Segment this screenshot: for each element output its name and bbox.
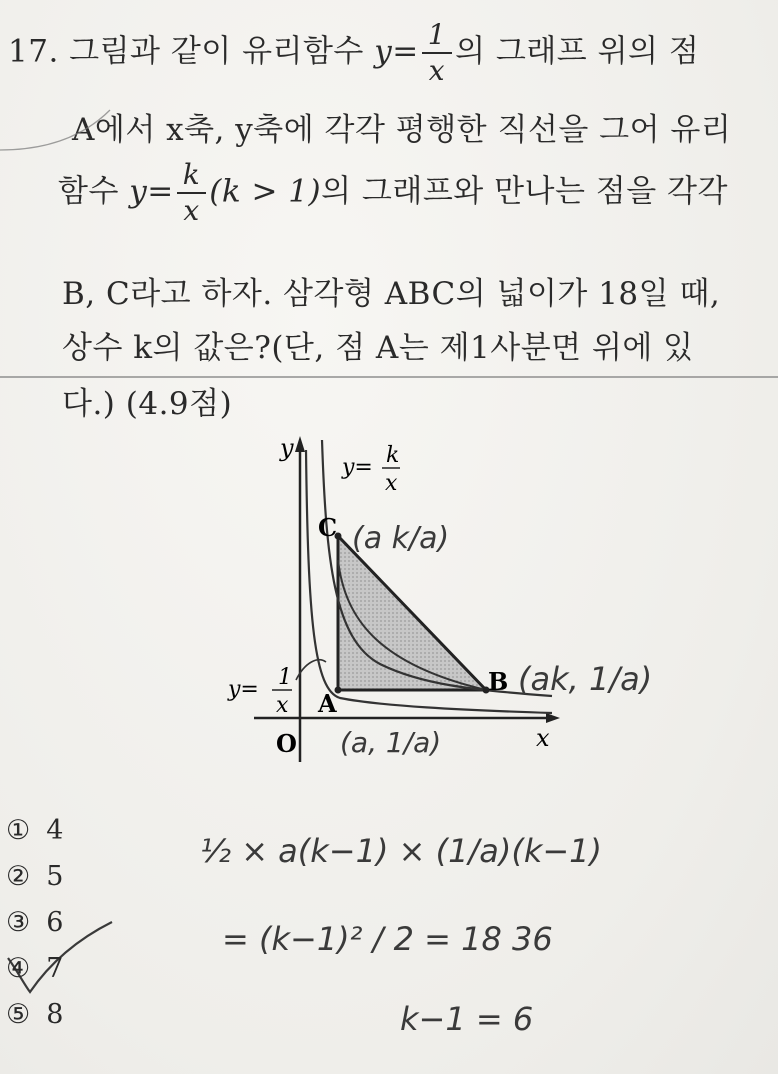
choice-value: 6 [46,907,64,938]
choice-1[interactable] [6,808,63,854]
choice-2[interactable] [6,854,63,900]
y-axis-arrow-icon [295,436,305,452]
variable-y: y [374,33,393,70]
question-text: 의 그래프 위의 점 [455,33,700,70]
choice-number: ③ [6,907,31,938]
question-line-2: A에서 x축, y축에 각각 평행한 직선을 그어 유리 [72,112,732,148]
question-text: 17. 그림과 같이 유리함수 [8,33,364,70]
condition-k: (k > 1) [209,173,322,210]
curve-k-denominator: x [385,471,398,496]
choice-value: 7 [46,953,64,984]
choice-3[interactable] [6,900,63,946]
handwritten-work-1: ½ × a(k−1) × (1/a)(k−1) [200,832,602,870]
fraction-numerator: k [177,158,206,194]
choice-4[interactable] [6,946,63,992]
question-line-4: B, C라고 하자. 삼각형 ABC의 넓이가 18일 때, [62,276,721,312]
handwritten-coord-c: (a k/a) [352,521,450,556]
point-b-label: B [488,667,509,696]
choice-number: ① [6,815,31,846]
handwritten-work-2: = (k−1)² / 2 = 18 36 [222,920,553,958]
equals-sign: = [147,173,174,210]
question-text: 의 그래프와 만나는 점을 각각 [321,173,728,210]
choice-value: 5 [46,861,64,892]
x-axis-arrow-icon [546,713,560,723]
pencil-arc [0,110,110,150]
handwritten-coord-b: (ak, 1/a) [518,660,653,698]
choice-5[interactable] [6,992,63,1038]
choice-number: ② [6,861,31,892]
curve-1-denominator: x [276,693,289,718]
point-c-label: C [318,513,338,542]
question-line-5: 상수 k의 값은?(단, 점 A는 제1사분면 위에 있 [62,330,694,366]
choice-number: ④ [6,953,31,984]
handwritten-work-3: k−1 = 6 [400,1000,534,1038]
question-text: 함수 [58,173,119,210]
y-axis-label: y [280,434,294,462]
answer-choices [6,808,63,1038]
choice-value: 8 [46,999,64,1030]
question-line-6: 다.) (4.9점) [62,386,233,422]
handwritten-coord-a: (a, 1/a) [340,726,442,759]
x-axis-label: x [536,724,550,752]
fraction-denominator: x [428,54,446,87]
fraction-denominator: x [183,194,200,227]
curve-k-numerator: k [386,443,400,468]
curve-1-numerator: 1 [278,665,292,690]
triangle-abc [338,536,486,690]
point-a-label: A [318,689,337,718]
choice-value: 4 [46,815,64,846]
curve-1-label: y= [228,677,259,702]
fraction-numerator: 1 [422,18,452,54]
equals-sign: = [392,33,419,70]
curve-k-label: y= [342,455,373,480]
variable-y: y [129,173,148,210]
origin-label: O [276,729,297,758]
choice-number: ⑤ [6,999,31,1030]
